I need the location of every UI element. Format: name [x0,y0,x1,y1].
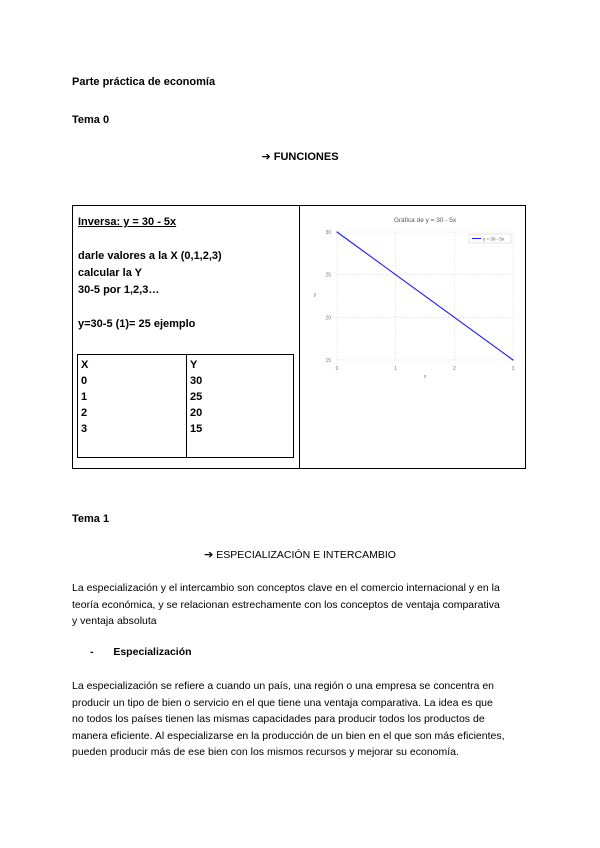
data-point [454,317,455,318]
paragraph-line: teoría económica, y se relacionan estrechamente con los conceptos de ventaja comparativa [72,598,500,611]
paragraph-line: La especialización y el intercambio son conceptos clave en el comercio internacional y en la [72,582,500,594]
data-point [395,274,396,275]
x-axis-label: x [423,374,427,380]
box-divider [299,206,300,468]
x-tick-label: 2 [452,366,456,372]
series-line [337,232,513,360]
tema0-label: Tema 0 [72,114,110,126]
table-cell-y: 20 [190,407,203,419]
tema1-heading-line [0,548,600,561]
legend-label: y = 30 - 5x [483,236,505,242]
note-line: calcular la Y [78,267,143,279]
table-header-x: X [78,355,187,376]
table-cell-x: 2 [78,407,187,423]
table-row [78,375,294,391]
data-point [336,231,337,232]
paragraph-line: y ventaja absoluta [72,615,157,627]
y-tick-label: 30 [325,230,331,236]
values-table [77,354,294,458]
note-line: 30-5 por 1,2,3… [78,284,160,296]
tema1-heading: ESPECIALIZACIÓN E INTERCAMBIO [216,549,396,561]
function-notes [78,214,298,333]
paragraph-line: La especialización se refiere a cuando un país, una región o una empresa se concentra en [72,680,495,692]
table-cell-y: 25 [190,391,203,403]
y-tick-label: 15 [325,358,331,364]
data-point [512,359,513,360]
table-cell-x: 1 [78,391,187,407]
function-chart [303,210,521,380]
paragraph-line: producir un tipo de bien o servicio en el que tiene una ventaja comparativa. La idea es que [72,696,493,709]
table-row [78,423,294,458]
tema0-heading-line [0,150,600,163]
inverse-function-line: Inversa: y = 30 - 5x [78,216,177,228]
tema0-heading: FUNCIONES [273,151,339,163]
table-header-y: Y [190,359,198,371]
paragraph-line: manera eficiente. Al especializarse en la producción de un bien en el que son más eficientes, [72,729,505,742]
paragraph-line: pueden producir más de ese bien con los mismos recursos y mejorar su economía. [72,746,459,758]
function-box [72,205,526,469]
table-header-row [78,355,294,376]
bullet-item [90,646,192,658]
table-row [78,391,294,407]
y-tick-label: 20 [325,315,331,322]
x-tick-label: 3 [511,366,515,372]
tema1-label: Tema 1 [72,513,110,525]
arrow-right-icon: ➔ [261,151,271,163]
x-tick-label: 0 [335,366,339,372]
arrow-right-icon: ➔ [204,549,214,561]
table-row [78,407,294,423]
note-line: darle valores a la X (0,1,2,3) [78,250,222,262]
chart-title: Gráfica de y = 30 - 5x [393,217,457,224]
y-axis-label: y [313,292,317,298]
table-cell-y: 30 [190,375,203,387]
table-cell-x: 3 [78,423,187,458]
intro-paragraph [72,580,532,630]
table-cell-x: 0 [78,375,187,391]
table-cell-y: 15 [190,423,203,435]
bullet-marker: - [90,646,94,658]
paragraph-line: no todos los países tienen las mismas capacidades para producir todos los productos de [72,713,485,725]
x-tick-label: 1 [394,366,398,372]
bullet-label: Especialización [113,646,192,658]
note-line: y=30-5 (1)= 25 ejemplo [78,318,196,330]
body-paragraph [72,678,532,761]
document-title: Parte práctica de economía [72,76,216,88]
y-tick-label: 25 [325,272,331,279]
